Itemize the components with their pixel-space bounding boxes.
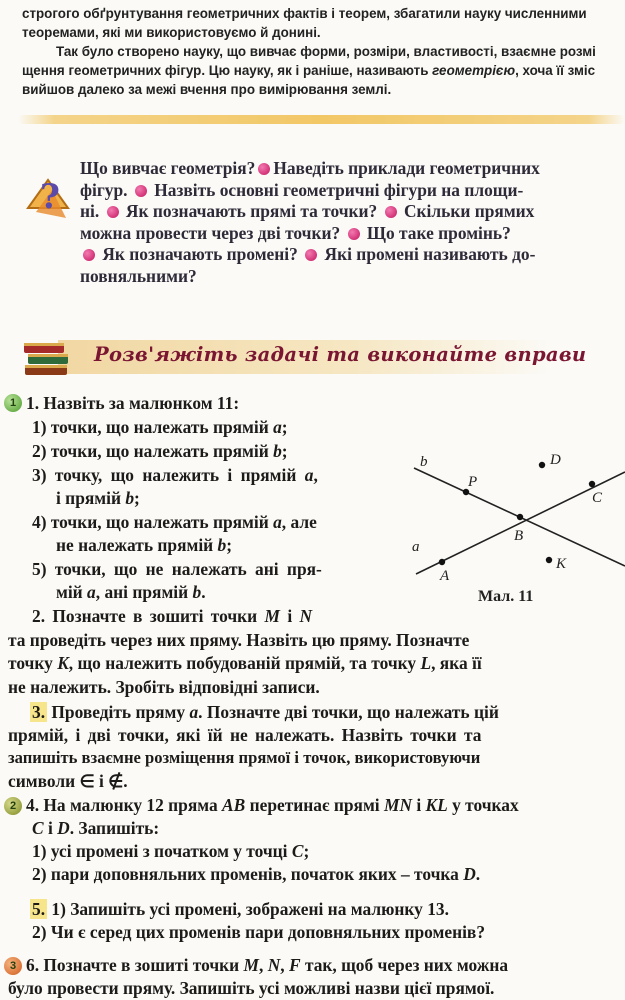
- bullet-icon: [385, 206, 397, 218]
- problem-2-line: та проведіть через них пряму. Назвіть цю пряму. Позначте: [8, 630, 470, 650]
- bullet-icon: [107, 206, 119, 218]
- question-line: [80, 223, 625, 245]
- question: ні.: [80, 201, 100, 221]
- problem-3-line: прямій, і дві точки, які їй не належать. Назвіть точки та: [8, 725, 482, 745]
- level-3-badge: 3: [4, 957, 22, 975]
- problem-1-heading: 1. Назвіть за малюнком 11:: [26, 393, 240, 413]
- problem-1-item: 5) точки, що не належать ані пря-: [32, 559, 322, 579]
- problem-2-line: 2. Позначте в зошиті точки M і N: [32, 606, 313, 626]
- problem-1-item: 1) точки, що належать прямій a;: [32, 417, 288, 437]
- problem-6-line: було провести пряму. Запишіть усі можливі назви цієї прямої.: [8, 978, 495, 998]
- svg-text:?: ?: [40, 177, 60, 217]
- question: можна провести через дві точки?: [80, 222, 341, 243]
- problem-1-item: і прямій b;: [56, 488, 140, 508]
- question: Які промені називають до-: [324, 244, 536, 264]
- intro-paragraph: [22, 4, 622, 99]
- level-2-badge: 2: [4, 797, 22, 815]
- intro-line: строгого обґрунтування геометричних фактів і теорем, збагатили науку численними: [22, 6, 587, 21]
- intro-line: Так було створено науку, що вивчає форми, розміри, властивості, взаємне розмі: [56, 44, 596, 59]
- label-A: A: [440, 568, 450, 584]
- label-B: B: [514, 528, 524, 544]
- question-icon: [22, 168, 74, 226]
- problem-1-item: не належать прямій b;: [56, 535, 233, 555]
- question: Що таке промінь?: [366, 222, 511, 243]
- intro-line: теоремами, які ми використовуємо й донині.: [22, 25, 321, 40]
- problem-3-line: символи ∈ і ∉.: [8, 771, 128, 791]
- line-a: [416, 472, 625, 574]
- problem-6-line: 6. Позначте в зошиті точки M, N, F так, щоб через них можна: [26, 955, 509, 975]
- question-line: [80, 201, 625, 223]
- section-divider: [18, 115, 625, 124]
- question: Як позначають прямі та точки?: [125, 201, 378, 221]
- problem-3-line: 3. Проведіть пряму a. Позначте дві точки, що належать цій: [32, 702, 499, 722]
- problem-4-line: C і D. Запишіть:: [32, 818, 160, 838]
- intro-line: вийшов далеко за межі вчення про вимірювання землі.: [22, 82, 392, 97]
- bullet-icon: [305, 249, 317, 261]
- question: фігур.: [80, 179, 128, 200]
- label-C: C: [592, 490, 603, 506]
- question-line: [80, 180, 625, 202]
- intro-text: щення геометричних фігур. Цю науку, як і раніше, називають: [22, 63, 433, 78]
- question: Назвіть основні геометричні фігури на площи-: [154, 179, 524, 200]
- bullet-icon: [83, 249, 95, 261]
- point-D: [539, 462, 545, 468]
- figure-11: [404, 448, 625, 610]
- bullet-icon: [258, 163, 270, 175]
- question-line: [80, 244, 625, 266]
- questions-text: [80, 158, 625, 287]
- point-C: [589, 481, 595, 487]
- point-A: [439, 559, 445, 565]
- point-B: [517, 514, 523, 520]
- intro-emphasis: геометрією: [432, 63, 516, 78]
- bullet-icon: [348, 228, 360, 240]
- problem-1-item: 4) точки, що належать прямій a, але: [32, 512, 317, 532]
- question: Як позначають промені?: [102, 244, 298, 264]
- question-line: [80, 158, 625, 180]
- label-b: b: [420, 454, 428, 470]
- problem-4-line: 4. На малюнку 12 пряма AB перетинає прямі MN і KL у точках: [26, 795, 519, 815]
- problem-1-item: мій a, ані прямій b.: [56, 582, 206, 602]
- problem-3-line: запишіть взаємне розміщення прямої і точок, використовуючи: [8, 748, 481, 767]
- label-P: P: [468, 474, 478, 490]
- books-icon: [22, 337, 74, 379]
- question: Скільки прямих: [403, 201, 535, 221]
- banner-title: Розв'яжіть задачі та виконайте вправи: [94, 343, 587, 366]
- problem-5-line: 5. 1) Запишіть усі промені, зображені на малюнку 13.: [32, 899, 449, 919]
- point-K: [546, 557, 552, 563]
- problem-2-line: точку K, що належить побудованій прямій, та точку L, яка її: [8, 653, 482, 673]
- question: Що вивчає геометрія?: [80, 158, 256, 178]
- problem-2-line: не належить. Зробіть відповідні записи.: [8, 677, 320, 697]
- problem-1-item: 2) точки, що належать прямій b;: [32, 441, 288, 461]
- bullet-icon: [135, 185, 147, 197]
- problem-4-item: 2) пари доповняльних променів, початок яких – точка D.: [32, 864, 481, 884]
- problem-4-item: 1) усі промені з початком у точці C;: [32, 841, 310, 861]
- figure-11-caption: Мал. 11: [478, 588, 534, 605]
- question: Наведіть приклади геометричних: [273, 158, 540, 178]
- intro-text: , хоча її зміс: [515, 63, 596, 78]
- label-a: a: [412, 539, 420, 555]
- problem-5-line: 2) Чи є серед цих променів пари доповняльних променів?: [32, 922, 486, 942]
- problem-1-item: 3) точку, що належить і прямій a,: [32, 465, 318, 485]
- level-1-badge: 1: [4, 394, 22, 412]
- label-D: D: [550, 452, 561, 468]
- label-K: K: [556, 556, 567, 572]
- question-line: повняльними?: [80, 265, 197, 286]
- intro-line: [22, 61, 622, 80]
- exercises-banner: [22, 337, 587, 379]
